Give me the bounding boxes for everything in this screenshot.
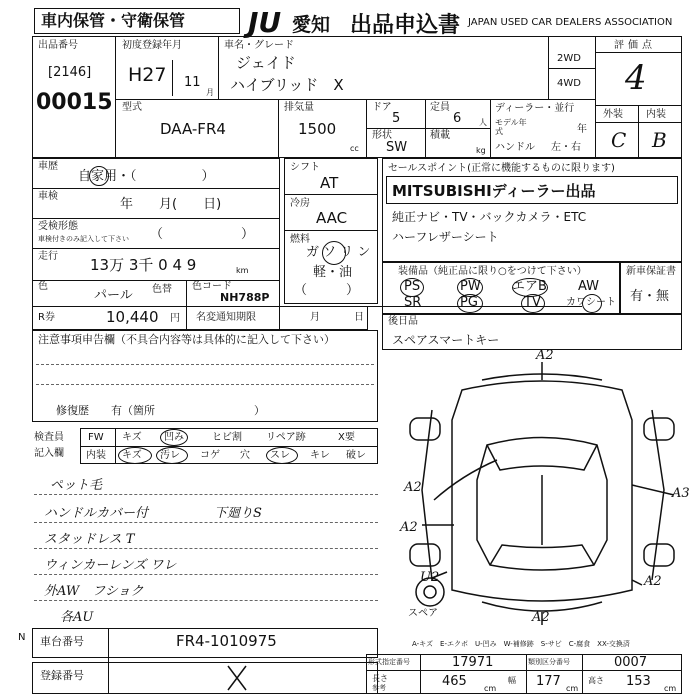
acceptance-value: （ ） [150,227,255,242]
insp-row2-0: 内装 [86,450,106,461]
height-label: 高さ [588,676,604,685]
ext-label: 外装 [603,109,623,120]
scratch-circle [118,447,152,464]
mileage-unit: km [236,266,249,275]
equip-airbag: エアB [512,279,547,294]
car-grade: ハイブリッド X [230,76,344,94]
selling-point-2: 純正ナビ・TV・バックカメラ・ETC [392,210,587,224]
length-unit: cm [484,684,497,693]
registration-label: 初度登録年月 [122,40,182,51]
equip-sr: SR [404,295,422,310]
equip-pg: PG [460,295,478,310]
mark-left-front: A2 [404,480,422,495]
handle-label: ハンドル [495,142,535,153]
insp-row1-0: FW [88,432,104,443]
insp-row2-7: 破レ [346,450,366,461]
note-2: ハンドルカバー付 [44,506,149,521]
color-value: パール [94,288,133,303]
equip-circle-tv [521,294,545,313]
scuff-circle [266,447,298,464]
wheel-rear-right [644,544,674,566]
form-title: 出品申込書 [350,13,461,38]
displacement-value: 1500 [298,120,337,138]
fuel-circle [322,241,346,265]
equip-aw: AW [578,279,600,294]
registration-month: 11 [184,75,201,90]
brand-name: 愛知 [292,14,331,36]
load-unit: kg [476,146,486,155]
color-label: 色 [38,281,48,292]
warranty-value: 有・無 [630,289,670,304]
repair-history: 修復歴 有（箇所 ） [56,404,265,417]
storage-box [34,8,240,34]
fuel-options2: 軽・油 [313,265,353,280]
model-year-label: モデル年式 [495,118,527,136]
inspection-label: 車検 [38,191,58,202]
capacity-label: 定員 [430,102,450,113]
ext-score: C [611,128,627,152]
fuel-label: 燃料 [290,234,310,245]
mark-right: A3 [672,486,690,501]
dent-circle [160,429,188,446]
equip-tv: TV [524,295,541,310]
handle-options: 左・右 [551,142,581,153]
mark-left-rear: A2 [400,520,418,535]
car-damage-diagram [382,350,700,640]
chassis-value: FR4-1010975 [176,632,277,650]
designation-label: 形式指定番号 [368,658,410,666]
mileage-value: 13万 3千 0 4 9 [90,256,197,274]
height-unit: cm [664,684,677,693]
color-change-label: 色替 [152,284,172,295]
storage-label: 車内保管・守衛保管 [41,11,186,30]
width-unit: cm [566,684,579,693]
width-value: 177 [536,674,561,689]
insp-row1-2: 凹み [164,432,184,443]
length-value: 465 [442,674,467,689]
chassis-label: 車台番号 [40,635,84,648]
height-value: 153 [626,674,651,689]
shape-value: SW [386,140,408,155]
name-change-day: 日 [354,312,364,323]
shift-value: AT [320,174,339,192]
mileage-label: 走行 [38,251,58,262]
notes-label: 注意事項申告欄（不具合内容等は具体的に記入して下さい） [38,333,335,346]
insp-row1-4: リペア跡 [266,432,306,443]
damage-legend: A-キズ E-エクボ U-凹み W-補修跡 S-サビ C-腐食 XX-交換済 [412,640,630,648]
ju-logo: JU [248,6,282,39]
top-grid [32,36,682,158]
doors-value: 5 [392,111,401,126]
class-value: 0007 [614,655,648,670]
history-value: 自家用・（ ） [78,169,215,184]
aircon-label: 冷房 [290,198,310,209]
wheel-rear-left [410,544,440,566]
name-change-label: 名変通知期限 [196,312,256,323]
recycle-label: R券 [38,312,55,323]
note-6: 各AU [60,610,94,625]
selling-point-3: ハーフレザーシート [392,230,499,244]
color-code: NH788P [220,291,270,304]
insp-row2-4: 穴 [240,450,250,461]
equip-pw: PW [460,279,481,294]
load-label: 積載 [430,130,450,141]
dirt-circle [156,447,188,464]
inspection-value: 年 月( 日) [120,197,222,212]
lot-number: 00015 [36,90,113,115]
registration-year: H27 [128,64,167,86]
mark-top: A2 [536,348,554,363]
score-label: 評価点 [614,40,656,51]
underbody-note: 下廻りS [214,506,262,521]
dealer-label: ディーラー・並行 [495,103,575,114]
after-install-value: スペアスマートキー [392,333,500,347]
wheel-front-left [410,418,440,440]
note-5: 外AW フショク [44,584,144,599]
aircon-value: AAC [316,209,348,227]
fuel-blank: （ ） [294,283,360,298]
english-title: JAPAN USED CAR DEALERS ASSOCIATION [468,17,673,28]
equipment-label: 装備品（純正品に限り○をつけて下さい） [398,266,587,277]
displacement-label: 排気量 [284,102,314,113]
mark-bottom: A2 [532,610,550,625]
model-year-unit: 年 [577,124,587,135]
note-3: スタッドレス T [44,532,135,547]
reg-crossout [226,664,248,692]
model-label: 型式 [122,102,142,113]
wheel-front-right [644,418,674,440]
lot-sub: [2146] [48,65,92,80]
shape-label: 形状 [372,130,392,141]
displacement-unit: cc [350,144,359,153]
lot-label: 出品番号 [38,40,78,51]
class-label: 類別区分番号 [528,658,570,666]
selling-points-label: セールスポイント(正常に機能するものに限ります) [388,163,615,174]
equip-circle-ps [400,278,424,297]
capacity-value: 6 [453,111,462,126]
shift-label: シフト [290,162,320,173]
insp-row2-6: キレ [310,450,330,461]
inspector-label-2: 記入欄 [34,448,64,459]
note-4: ウィンカーレンズ ワレ [44,558,177,573]
insp-row2-1: キズ [122,450,142,461]
int-label: 内装 [646,109,666,120]
history-label: 車歴 [38,161,58,172]
designation-value: 17971 [452,655,494,670]
side-mark: N [18,632,26,643]
score-value: 4 [625,58,647,98]
mark-right-rear: A2 [644,574,662,589]
width-label: 幅 [508,676,516,685]
recycle-value: 10,440 [106,308,159,326]
doors-label: ドア [372,102,392,113]
inspector-label: 検査員 [34,432,64,443]
spare-label: スペア [408,608,438,619]
insp-row1-1: キズ [122,432,142,443]
length-label: 長さ [372,674,388,683]
acceptance-sub: 車検付きのみ記入して下さい [38,235,129,243]
registration-month-unit: 月 [206,88,214,97]
capacity-unit: 人 [479,118,487,127]
equip-ps: PS [404,279,421,294]
insp-row1-3: ヒビ割 [212,432,242,443]
drive-4wd: 4WD [557,78,581,89]
note-1: ペット毛 [50,478,103,493]
after-install-label: 後日品 [388,316,418,327]
car-name: ジェイド [236,54,296,72]
history-circle [89,166,109,186]
reg-label: 登録番号 [40,669,84,682]
insp-row2-2: 汚レ [160,450,180,461]
model-value: DAA-FR4 [160,120,226,138]
name-change-month: 月 [310,312,320,323]
insp-row2-5: スレ [270,450,290,461]
equip-seat: カワシート [566,297,616,308]
insp-row2-3: コゲ [200,450,220,461]
mark-bottom-left: U2 [420,570,440,585]
ref-label: 参考 [372,684,386,692]
warranty-label: 新車保証書 [626,266,676,277]
equip-circle-pg [457,294,483,313]
recycle-unit: 円 [170,313,180,324]
equip-circle-seat [582,294,602,313]
car-name-label: 車名・グレード [224,40,294,51]
drive-2wd: 2WD [557,53,581,64]
insp-row1-5: X要 [338,432,355,443]
acceptance-label: 受検形態 [38,221,78,232]
selling-point-1: MITSUBISHIディーラー出品 [392,182,596,200]
int-score: B [652,128,667,152]
fuel-options: ガ ソ リ ン [306,245,371,260]
color-code-label: 色コード [192,281,232,292]
